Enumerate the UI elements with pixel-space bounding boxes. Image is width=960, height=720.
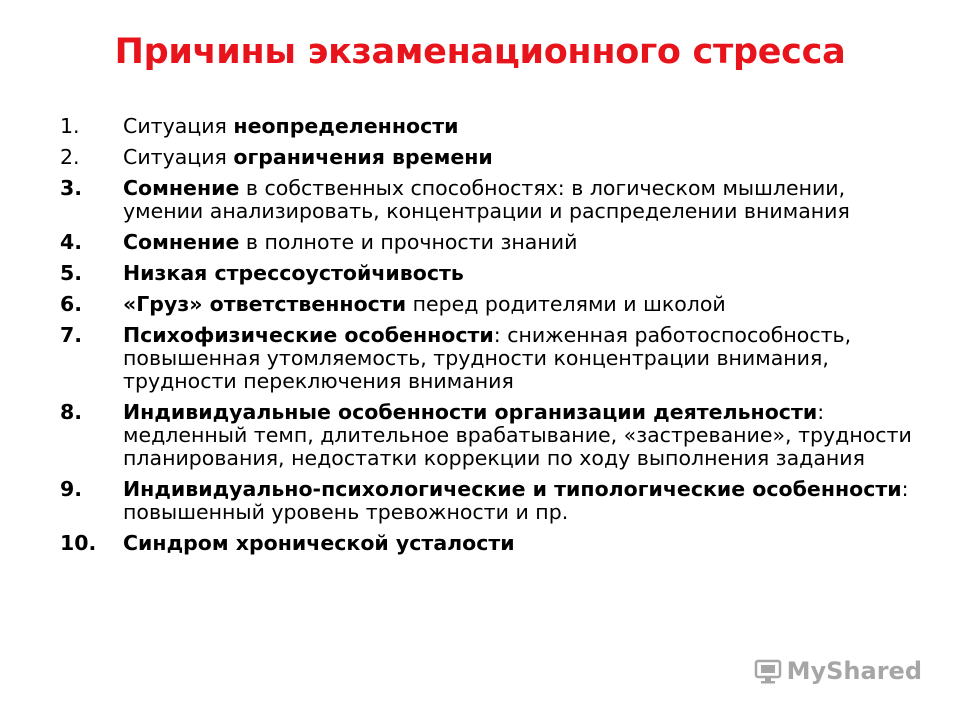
list-item-text xyxy=(123,262,920,285)
list-item-text xyxy=(123,293,920,316)
list-item xyxy=(60,115,920,138)
list-item-text xyxy=(123,324,920,393)
list-item-text xyxy=(123,478,920,524)
emphasized-text: Сомнение xyxy=(123,176,240,200)
list-item xyxy=(60,293,920,316)
list-item xyxy=(60,478,920,524)
list-item-number: 5. xyxy=(60,261,83,285)
list-item-text xyxy=(123,115,920,138)
list-item-number: 7. xyxy=(60,323,83,347)
list-item-number: 8. xyxy=(60,400,83,424)
emphasized-text: Синдром хронической усталости xyxy=(123,531,515,555)
plain-text: в собственных способностях: в логическом мышлении, умении анализировать, концентрации и распределении внимания xyxy=(123,176,850,223)
plain-text: в полноте и прочности знаний xyxy=(239,230,578,254)
list-item-text xyxy=(123,231,920,254)
plain-text: : медленный темп, длительное врабатывание, «застревание», трудности планирования, недостатки коррекции по ходу выполнения задания xyxy=(123,400,912,470)
list-item-number: 3. xyxy=(60,176,83,200)
emphasized-text: ограничения времени xyxy=(233,145,493,169)
list-item-text xyxy=(123,401,920,470)
list-item xyxy=(60,532,920,555)
list-item-number: 9. xyxy=(60,477,83,501)
list-item-number: 2. xyxy=(60,145,80,169)
emphasized-text: Низкая стрессоустойчивость xyxy=(123,261,464,285)
list-item-number: 4. xyxy=(60,230,83,254)
emphasized-text: Индивидуально-психологические и типологические особенности xyxy=(123,477,902,501)
plain-text: Ситуация xyxy=(123,114,234,138)
list-item-number: 1. xyxy=(60,114,80,138)
emphasized-text: Сомнение xyxy=(123,230,240,254)
plain-text: : повышенный уровень тревожности и пр. xyxy=(123,477,909,524)
list-item-text xyxy=(123,532,920,555)
emphasized-text: Индивидуальные особенности организации деятельности xyxy=(123,400,818,424)
emphasized-text: неопределенности xyxy=(233,114,459,138)
plain-text: : сниженная работоспособность, повышенная утомляемость, трудности концентрации внимания, трудности переключения внимания xyxy=(123,323,852,393)
plain-text: Ситуация xyxy=(123,145,234,169)
watermark-text: MyShared xyxy=(786,657,922,685)
emphasized-text: «Груз» ответственности xyxy=(123,292,407,316)
list-item-number: 6. xyxy=(60,292,83,316)
list-item xyxy=(60,262,920,285)
emphasized-text: Психофизические особенности xyxy=(123,323,494,347)
list-item-text xyxy=(123,146,920,169)
slide-title: Причины экзаменационного стресса xyxy=(114,32,846,72)
plain-text: перед родителями и школой xyxy=(406,292,726,316)
causes-list xyxy=(60,115,920,563)
list-item xyxy=(60,324,920,393)
list-item xyxy=(60,231,920,254)
watermark xyxy=(753,656,922,686)
list-item xyxy=(60,401,920,470)
list-item xyxy=(60,146,920,169)
myshared-logo-icon xyxy=(753,656,783,686)
list-item xyxy=(60,177,920,223)
list-item-text xyxy=(123,177,920,223)
list-item-number: 10. xyxy=(60,531,97,555)
